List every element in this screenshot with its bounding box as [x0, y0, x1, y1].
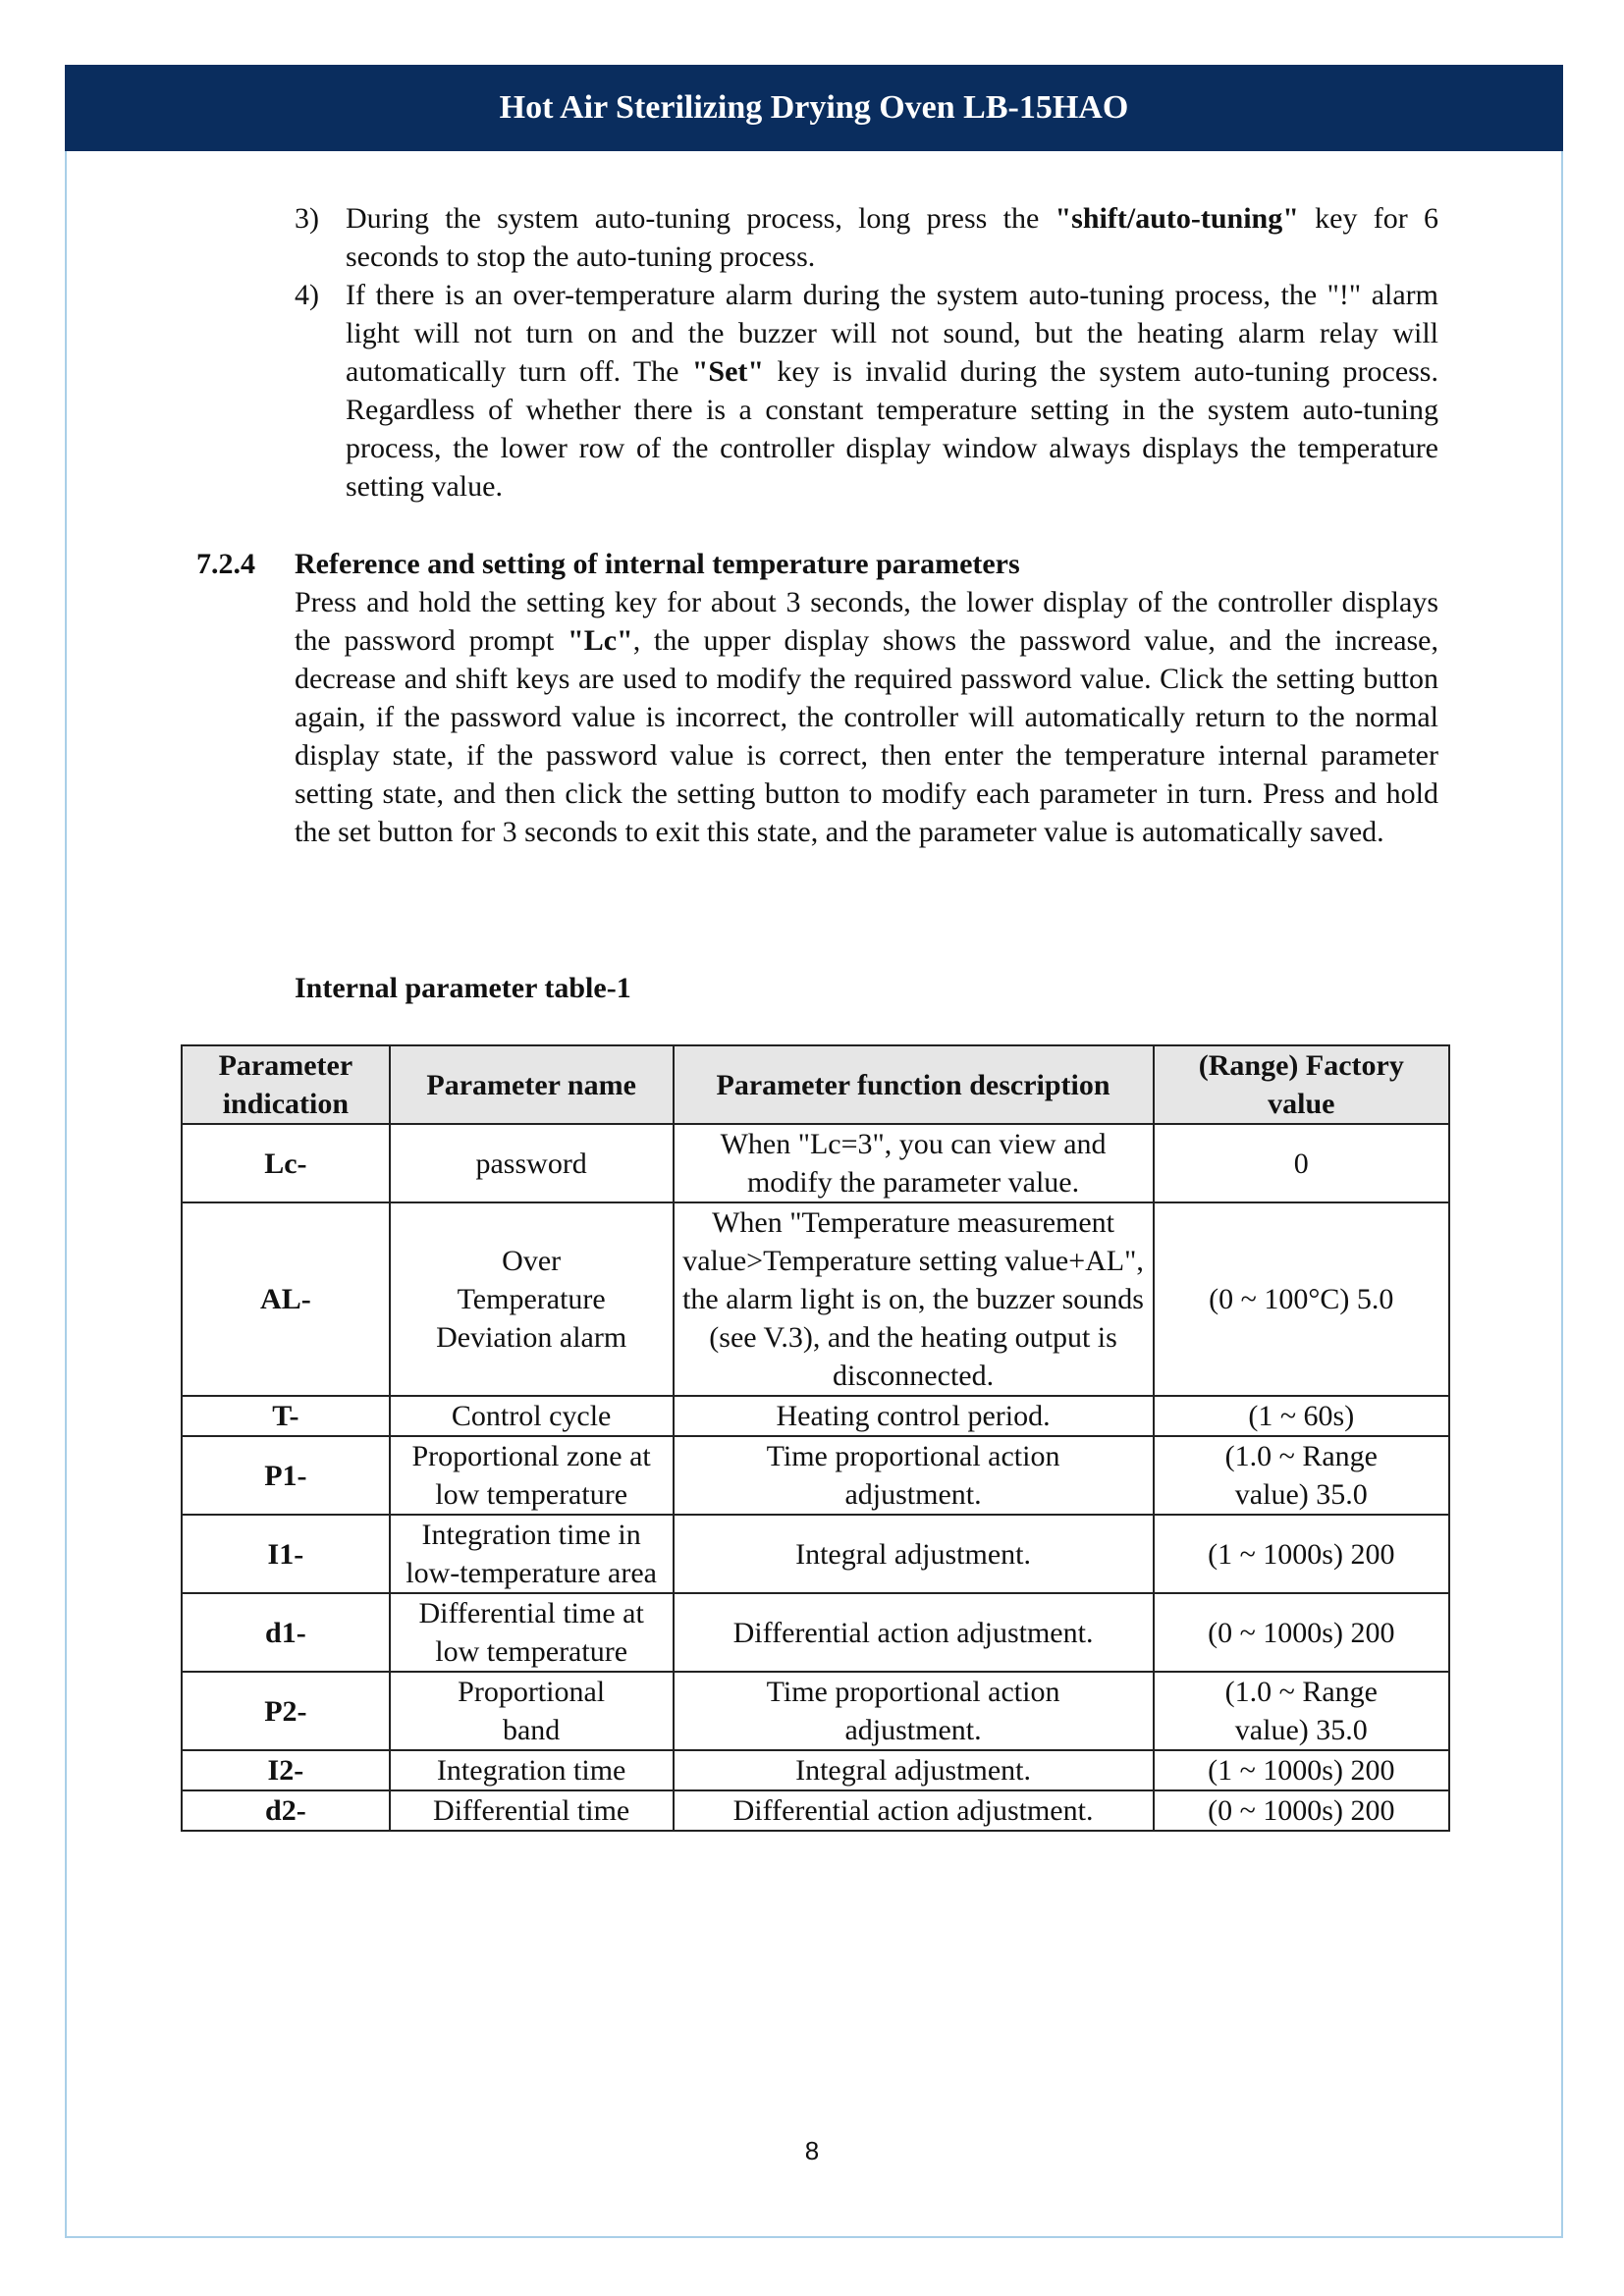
table-cell: (1.0 ~ Range value) 35.0	[1154, 1436, 1449, 1515]
section-number: 7.2.4	[196, 548, 255, 580]
table-cell: (1.0 ~ Range value) 35.0	[1154, 1672, 1449, 1750]
table-row	[182, 1672, 1449, 1750]
table-cell: Over Temperature Deviation alarm	[390, 1202, 674, 1396]
text-run-bold: "Set"	[691, 355, 765, 388]
text-run: key for 6 seconds to stop the auto-tuning process.	[346, 202, 1438, 273]
table-cell: (1 ~ 60s)	[1154, 1396, 1449, 1436]
text-run: key is invalid during the system auto-tuning process. Regardless of whether there is a constant temperature setting in the system auto-tuning process, the lower row of the controller display window always displays the temperature setting value.	[346, 355, 1438, 503]
table-cell: (0 ~ 100°C) 5.0	[1154, 1202, 1449, 1396]
table-cell: Lc-	[182, 1124, 390, 1202]
table-cell: When "Lc=3", you can view and modify the parameter value.	[674, 1124, 1154, 1202]
list-item-text	[346, 199, 1438, 276]
table-row	[182, 1750, 1449, 1790]
list-item-number: 4)	[295, 279, 319, 311]
table-cell: I1-	[182, 1515, 390, 1593]
text-run: If there is an over-temperature alarm during the system auto-tuning process, the "!" alarm light will not turn on and the buzzer will not sound, but the heating alarm relay will automatically turn off. The	[346, 279, 1438, 388]
table-row	[182, 1124, 1449, 1202]
table-cell: d2-	[182, 1790, 390, 1831]
text-run: During the system auto-tuning process, long press the	[346, 202, 1056, 235]
table-cell: I2-	[182, 1750, 390, 1790]
table-cell: Time proportional action adjustment.	[674, 1672, 1154, 1750]
table-cell: Integration time	[390, 1750, 674, 1790]
table-cell: (1 ~ 1000s) 200	[1154, 1515, 1449, 1593]
list-item-text	[346, 276, 1438, 506]
column-header: (Range) Factory value	[1154, 1045, 1449, 1124]
column-header: Parameter name	[390, 1045, 674, 1124]
table-cell: password	[390, 1124, 674, 1202]
column-header: Parameter function description	[674, 1045, 1154, 1124]
table-cell: Time proportional action adjustment.	[674, 1436, 1154, 1515]
table-cell: T-	[182, 1396, 390, 1436]
table-row	[182, 1790, 1449, 1831]
table-cell: AL-	[182, 1202, 390, 1396]
table-cell: Proportional band	[390, 1672, 674, 1750]
table-cell: Heating control period.	[674, 1396, 1154, 1436]
table-cell: Control cycle	[390, 1396, 674, 1436]
section-body	[295, 583, 1438, 851]
table-header-row	[182, 1045, 1449, 1124]
list-item-number: 3)	[295, 202, 319, 235]
text-run: Press and hold the setting key for about 3 seconds, the lower display of the controller displays the password prompt	[295, 586, 1438, 657]
parameter-table	[181, 1044, 1450, 1832]
table-cell: (1 ~ 1000s) 200	[1154, 1750, 1449, 1790]
table-cell: Integration time in low-temperature area	[390, 1515, 674, 1593]
table-row	[182, 1396, 1449, 1436]
table-cell: Differential action adjustment.	[674, 1593, 1154, 1672]
table-row	[182, 1515, 1449, 1593]
section-title: Reference and setting of internal temperature parameters	[295, 548, 1020, 580]
table-cell: Proportional zone at low temperature	[390, 1436, 674, 1515]
table-row	[182, 1593, 1449, 1672]
table-cell: When "Temperature measurement value>Temperature setting value+AL", the alarm light is on, the buzzer sounds (see V.3), and the heating output is disconnected.	[674, 1202, 1154, 1396]
table-cell: Differential action adjustment.	[674, 1790, 1154, 1831]
table-row	[182, 1202, 1449, 1396]
table-cell: P2-	[182, 1672, 390, 1750]
table-cell: Integral adjustment.	[674, 1515, 1154, 1593]
text-run-bold: "shift/auto-tuning"	[1055, 202, 1299, 235]
page-header-title: Hot Air Sterilizing Drying Oven LB-15HAO	[65, 65, 1563, 151]
text-run-bold: "Lc"	[568, 624, 633, 657]
table-cell: P1-	[182, 1436, 390, 1515]
table-cell: Differential time	[390, 1790, 674, 1831]
page-number: 8	[804, 2136, 820, 2165]
table-title: Internal parameter table-1	[295, 972, 631, 1004]
table-cell: 0	[1154, 1124, 1449, 1202]
table-cell: Integral adjustment.	[674, 1750, 1154, 1790]
table-row	[182, 1436, 1449, 1515]
column-header: Parameter indication	[182, 1045, 390, 1124]
text-run: , the upper display shows the password value, and the increase, decrease and shift keys are used to modify the required password value. Click the setting button again, if the password value is incorrect, the controller will automatically return to the normal display state, if the password value is correct, then enter the temperature internal parameter setting state, and then click the setting button to modify each parameter in turn. Press and hold the set button for 3 seconds to exit this state, and the parameter value is automatically saved.	[295, 624, 1438, 848]
table-cell: (0 ~ 1000s) 200	[1154, 1790, 1449, 1831]
table-cell: Differential time at low temperature	[390, 1593, 674, 1672]
table-cell: d1-	[182, 1593, 390, 1672]
table-cell: (0 ~ 1000s) 200	[1154, 1593, 1449, 1672]
